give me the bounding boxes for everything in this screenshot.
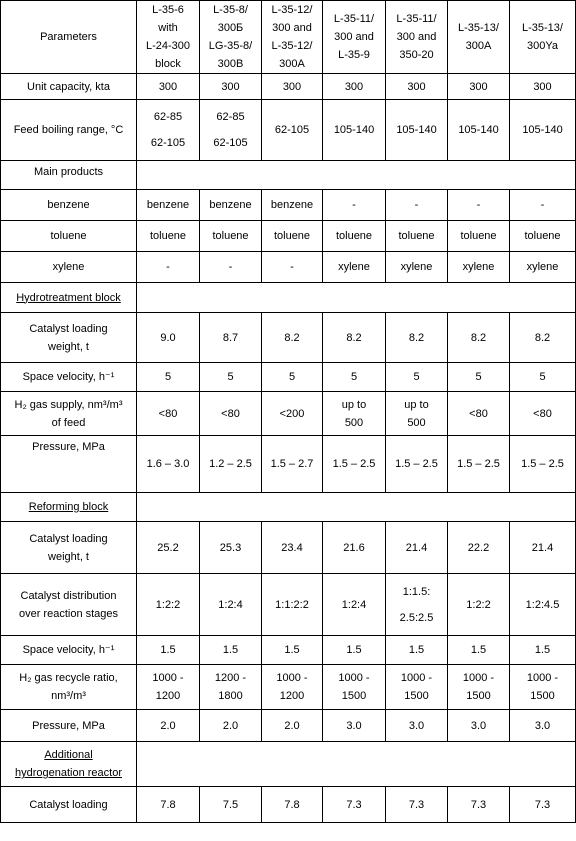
row-unit-capacity <box>1 74 576 100</box>
ht-space-velocity-cell: 5 <box>323 363 386 392</box>
h2-recycle-cell <box>448 665 510 710</box>
add-catalyst-cell: 7.3 <box>323 787 386 823</box>
cell-line: 1200 <box>279 690 305 702</box>
cell-line: L-24-300 <box>145 40 191 52</box>
row-label: Main products <box>1 161 137 190</box>
row-label <box>1 522 137 574</box>
ht-pressure-cell: 1.5 – 2.5 <box>386 436 448 493</box>
cell-line: 300Б <box>217 22 244 34</box>
row-label: xylene <box>1 252 137 283</box>
catalyst-distribution-cell: 1:2:2 <box>448 574 510 636</box>
cell-line: 62-105 <box>150 137 186 149</box>
row-label: Space velocity, h⁻¹ <box>1 363 137 392</box>
cell-line: 350-20 <box>399 49 434 61</box>
rf-catalyst-cell: 23.4 <box>262 522 323 574</box>
cell-line: L-35-6 <box>152 4 184 16</box>
rf-space-velocity-cell: 1.5 <box>200 636 262 665</box>
h2-supply-cell: <80 <box>200 392 262 436</box>
cell-line: 1500 <box>530 690 555 702</box>
ht-space-velocity-cell: 5 <box>448 363 510 392</box>
row-main-products <box>1 161 576 190</box>
row-label: Unit capacity, kta <box>1 74 137 100</box>
cell-line: 1200 <box>155 690 181 702</box>
benzene-cell: benzene <box>262 190 323 221</box>
row-label <box>1 392 137 436</box>
cell-line: 1500 <box>341 690 367 702</box>
row-catalyst-distribution <box>1 574 576 636</box>
cell-line: L-35-8/ <box>213 4 248 16</box>
benzene-cell: - <box>323 190 386 221</box>
rf-catalyst-cell: 25.2 <box>137 522 200 574</box>
rf-catalyst-cell: 21.4 <box>510 522 576 574</box>
catalyst-distribution-cell: 1:2:2 <box>137 574 200 636</box>
cell-line: Catalyst loading <box>29 532 108 545</box>
unit-capacity-cell: 300 <box>510 74 576 100</box>
cell-line: 1200 - <box>214 672 247 684</box>
empty-span-cell <box>137 283 576 313</box>
benzene-cell: - <box>386 190 448 221</box>
table-cell: 62-105 <box>262 100 323 161</box>
feed-boiling-cell-2 <box>200 100 262 161</box>
cell-line: 300A <box>465 40 492 52</box>
xylene-cell: - <box>200 252 262 283</box>
cell-line: over reaction stages <box>18 607 119 620</box>
section-title-hydrotreatment: Hydrotreatment block <box>1 283 137 313</box>
row-label: Feed boiling range, °C <box>1 100 137 161</box>
row-label: Catalyst loading <box>1 787 137 823</box>
cell-line: hydrogenation reactor <box>14 767 122 779</box>
cell-line: 62-85 <box>216 111 245 123</box>
xylene-cell: - <box>137 252 200 283</box>
cell-line: weight, t <box>48 340 89 353</box>
cell-line: 62-85 <box>153 111 183 123</box>
cell-line: H₂ gas supply, nm³/m³ <box>14 398 123 411</box>
table-cell: 105-140 <box>510 100 576 161</box>
cell-line: L-35-12/ <box>271 40 313 52</box>
toluene-cell: toluene <box>323 221 386 252</box>
rf-space-velocity-cell: 1.5 <box>386 636 448 665</box>
xylene-cell: xylene <box>510 252 576 283</box>
benzene-cell: - <box>510 190 576 221</box>
cell-line: with <box>158 22 178 34</box>
row-ht-space-velocity <box>1 363 576 392</box>
section-title-additional-reactor <box>1 742 137 787</box>
cell-line: 300B <box>217 58 244 70</box>
cell-line: 300 and <box>272 22 312 34</box>
cell-line: block <box>155 58 181 70</box>
cell-line: L-35-9 <box>338 49 370 61</box>
rf-pressure-cell: 2.0 <box>200 710 262 742</box>
rf-pressure-cell: 2.0 <box>262 710 323 742</box>
h2-recycle-cell <box>262 665 323 710</box>
rf-space-velocity-cell: 1.5 <box>323 636 386 665</box>
ht-catalyst-cell: 8.2 <box>262 313 323 363</box>
row-ht-catalyst <box>1 313 576 363</box>
header-col-6 <box>448 1 510 74</box>
cell-line: Catalyst distribution <box>20 589 117 602</box>
cell-line: 500 <box>344 416 364 429</box>
row-label <box>1 665 137 710</box>
cell-line: H₂ gas recycle ratio, <box>19 672 118 684</box>
h2-supply-cell: <80 <box>448 392 510 436</box>
catalyst-distribution-cell: 1:2:4 <box>323 574 386 636</box>
row-benzene <box>1 190 576 221</box>
rf-pressure-cell: 3.0 <box>510 710 576 742</box>
rf-pressure-cell: 3.0 <box>386 710 448 742</box>
rf-pressure-cell: 2.0 <box>137 710 200 742</box>
cell-line: 300Ya <box>527 40 558 52</box>
cell-line: 300A <box>279 58 305 70</box>
cell-line: Additional <box>44 749 93 761</box>
row-label <box>1 313 137 363</box>
cell-line: 300 and <box>396 31 437 43</box>
ht-space-velocity-cell: 5 <box>262 363 323 392</box>
row-label: Space velocity, h⁻¹ <box>1 636 137 665</box>
row-h2-recycle <box>1 665 576 710</box>
xylene-cell: xylene <box>323 252 386 283</box>
h2-supply-cell <box>386 392 448 436</box>
cell-line: 1000 - <box>526 672 559 684</box>
cell-line: 1500 <box>466 690 491 702</box>
toluene-cell: toluene <box>262 221 323 252</box>
header-col-1 <box>137 1 200 74</box>
cell-line: Catalyst loading <box>29 322 108 335</box>
h2-recycle-cell <box>386 665 448 710</box>
xylene-cell: - <box>262 252 323 283</box>
header-col-5 <box>386 1 448 74</box>
add-catalyst-cell: 7.3 <box>510 787 576 823</box>
rf-space-velocity-cell: 1.5 <box>262 636 323 665</box>
header-col-2 <box>200 1 262 74</box>
cell-line: up to <box>404 398 429 411</box>
cell-line: up to <box>341 398 367 411</box>
rf-catalyst-cell: 22.2 <box>448 522 510 574</box>
row-label: Pressure, MPa <box>1 710 137 742</box>
cell-line: 1800 <box>218 690 243 702</box>
row-toluene <box>1 221 576 252</box>
rf-catalyst-cell: 25.3 <box>200 522 262 574</box>
row-rf-space-velocity <box>1 636 576 665</box>
empty-span-cell <box>137 493 576 522</box>
unit-capacity-cell: 300 <box>137 74 200 100</box>
h2-recycle-cell <box>510 665 576 710</box>
cell-line: of feed <box>51 416 86 429</box>
rf-space-velocity-cell: 1.5 <box>510 636 576 665</box>
benzene-cell: benzene <box>200 190 262 221</box>
benzene-cell: - <box>448 190 510 221</box>
ht-pressure-cell: 1.2 – 2.5 <box>200 436 262 493</box>
table-cell: 105-140 <box>323 100 386 161</box>
cell-line: L-35-12/ <box>271 4 313 16</box>
xylene-cell: xylene <box>448 252 510 283</box>
unit-capacity-cell: 300 <box>448 74 510 100</box>
empty-span-cell <box>137 161 576 190</box>
ht-pressure-cell: 1.5 – 2.7 <box>262 436 323 493</box>
ht-pressure-cell: 1.5 – 2.5 <box>323 436 386 493</box>
ht-catalyst-cell: 8.2 <box>510 313 576 363</box>
ht-catalyst-cell: 9.0 <box>137 313 200 363</box>
ht-pressure-cell: 1.5 – 2.5 <box>448 436 510 493</box>
cell-line: weight, t <box>48 550 89 563</box>
add-catalyst-cell: 7.8 <box>262 787 323 823</box>
xylene-cell: xylene <box>386 252 448 283</box>
toluene-cell: toluene <box>510 221 576 252</box>
cell-line: LG-35-8/ <box>208 40 253 52</box>
catalyst-distribution-cell: 1:2:4 <box>200 574 262 636</box>
cell-line: 1500 <box>404 690 429 702</box>
rf-pressure-cell: 3.0 <box>448 710 510 742</box>
h2-supply-cell: <80 <box>510 392 576 436</box>
benzene-cell: benzene <box>137 190 200 221</box>
ht-space-velocity-cell: 5 <box>510 363 576 392</box>
cell-line: 2.5:2.5 <box>399 611 434 624</box>
toluene-cell: toluene <box>386 221 448 252</box>
h2-supply-cell: <200 <box>262 392 323 436</box>
cell-line: 62-105 <box>213 137 248 149</box>
table-cell: 105-140 <box>448 100 510 161</box>
add-catalyst-cell: 7.3 <box>386 787 448 823</box>
row-label: Pressure, MPa <box>1 436 137 493</box>
unit-capacity-cell: 300 <box>200 74 262 100</box>
ht-catalyst-cell: 8.2 <box>386 313 448 363</box>
cell-line: 1000 - <box>400 672 433 684</box>
ht-pressure-cell: 1.5 – 2.5 <box>510 436 576 493</box>
toluene-cell: toluene <box>137 221 200 252</box>
header-parameters: Parameters <box>1 1 137 74</box>
ht-catalyst-cell: 8.7 <box>200 313 262 363</box>
toluene-cell: toluene <box>200 221 262 252</box>
ht-catalyst-cell: 8.2 <box>448 313 510 363</box>
h2-supply-cell <box>323 392 386 436</box>
rf-catalyst-cell: 21.4 <box>386 522 448 574</box>
cell-line: L-35-11/ <box>333 13 375 25</box>
catalyst-distribution-cell: 1:1:2:2 <box>262 574 323 636</box>
rf-pressure-cell: 3.0 <box>323 710 386 742</box>
row-hydrotreatment-block <box>1 283 576 313</box>
add-catalyst-cell: 7.8 <box>137 787 200 823</box>
cell-line: 500 <box>407 416 426 429</box>
catalyst-distribution-cell <box>386 574 448 636</box>
empty-span-cell <box>137 742 576 787</box>
row-h2-supply <box>1 392 576 436</box>
cell-line: 300 and <box>334 31 374 43</box>
table-cell: 105-140 <box>386 100 448 161</box>
ht-pressure-cell: 1.6 – 3.0 <box>137 436 200 493</box>
row-xylene <box>1 252 576 283</box>
rf-space-velocity-cell: 1.5 <box>137 636 200 665</box>
unit-capacity-cell: 300 <box>386 74 448 100</box>
cell-line: 1:1.5: <box>402 585 431 598</box>
row-rf-catalyst <box>1 522 576 574</box>
row-rf-pressure <box>1 710 576 742</box>
section-title-reforming: Reforming block <box>1 493 137 522</box>
header-col-7 <box>510 1 576 74</box>
add-catalyst-cell: 7.3 <box>448 787 510 823</box>
toluene-cell: toluene <box>448 221 510 252</box>
row-label: benzene <box>1 190 137 221</box>
h2-recycle-cell <box>137 665 200 710</box>
unit-capacity-cell: 300 <box>262 74 323 100</box>
cell-line: nm³/m³ <box>51 690 86 702</box>
cell-line: L-35-13/ <box>522 22 563 34</box>
ht-catalyst-cell: 8.2 <box>323 313 386 363</box>
unit-capacity-cell: 300 <box>323 74 386 100</box>
h2-recycle-cell <box>200 665 262 710</box>
row-add-catalyst <box>1 787 576 823</box>
h2-recycle-cell <box>323 665 386 710</box>
add-catalyst-cell: 7.5 <box>200 787 262 823</box>
cell-line: 1000 - <box>462 672 495 684</box>
row-label: toluene <box>1 221 137 252</box>
header-col-4 <box>323 1 386 74</box>
row-reforming-block <box>1 493 576 522</box>
header-row <box>1 1 576 74</box>
ht-space-velocity-cell: 5 <box>137 363 200 392</box>
cell-line: L-35-13/ <box>458 22 499 34</box>
row-ht-pressure <box>1 436 576 493</box>
cell-line: L-35-11/ <box>396 13 437 25</box>
row-label <box>1 574 137 636</box>
header-col-3 <box>262 1 323 74</box>
rf-catalyst-cell: 21.6 <box>323 522 386 574</box>
rf-space-velocity-cell: 1.5 <box>448 636 510 665</box>
catalyst-distribution-cell: 1:2:4.5 <box>510 574 576 636</box>
feed-boiling-cell-1 <box>137 100 200 161</box>
ht-space-velocity-cell: 5 <box>200 363 262 392</box>
h2-supply-cell: <80 <box>137 392 200 436</box>
cell-line: 1000 - <box>276 672 308 684</box>
row-feed-boiling <box>1 100 576 161</box>
cell-line: 1000 - <box>338 672 370 684</box>
cell-line: 1000 - <box>152 672 184 684</box>
row-additional-reactor <box>1 742 576 787</box>
ht-space-velocity-cell: 5 <box>386 363 448 392</box>
